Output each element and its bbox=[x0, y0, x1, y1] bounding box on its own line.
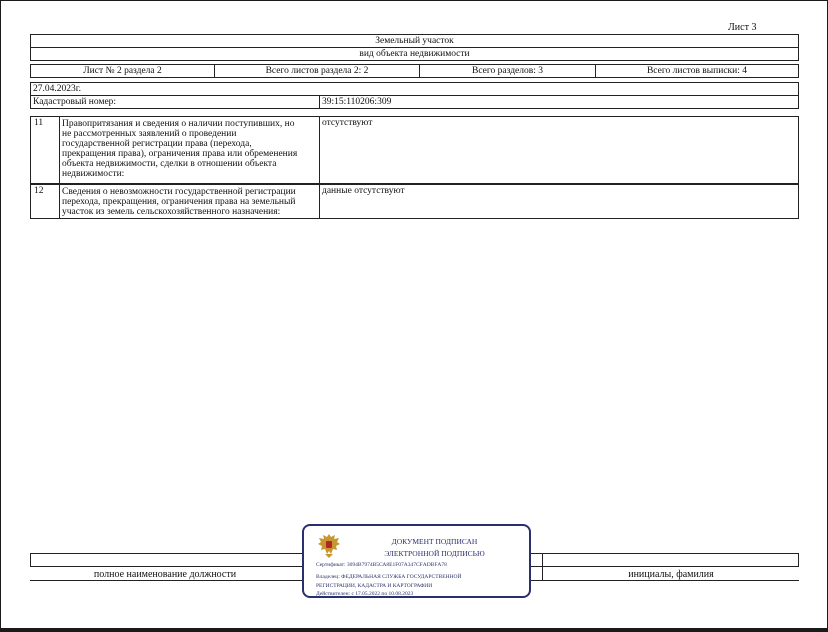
position-label: полное наименование должности bbox=[93, 569, 237, 580]
sheet-info-row bbox=[30, 64, 799, 78]
object-name: Земельный участок bbox=[375, 36, 454, 46]
row-description: Правопритязания и сведения о наличии поступивших, но не рассмотренных заявлений о проведении государственной регистрации права (перехода, прекращения права), ограничения права или обременения объекта недвижимости, сделки в отношении объекта недвижимости: bbox=[62, 119, 298, 179]
cadastral-number: 39:15:110206:309 bbox=[322, 97, 392, 107]
coat-of-arms-icon bbox=[316, 532, 342, 560]
row-description: Сведения о невозможности государственной регистрации перехода, прекращения, ограничения права на земельный участок из земель сельскохозяйственного назначения: bbox=[62, 187, 296, 217]
cadastral-row bbox=[30, 95, 799, 109]
row-number: 12 bbox=[34, 186, 44, 196]
page-edge-top bbox=[0, 0, 828, 1]
page-edge-bottom bbox=[0, 628, 828, 632]
total-sheets-extract: Всего листов выписки: 4 bbox=[646, 66, 748, 76]
sheet-number: Лист 3 bbox=[728, 22, 757, 33]
divider bbox=[319, 96, 320, 108]
electronic-signature-stamp bbox=[302, 524, 531, 598]
object-type: вид объекта недвижимости bbox=[359, 49, 470, 59]
stamp-title: ДОКУМЕНТ ПОДПИСАН bbox=[391, 537, 478, 546]
records-table bbox=[30, 116, 799, 219]
stamp-owner-cont: РЕГИСТРАЦИИ, КАДАСТРА И КАРТОГРАФИИ bbox=[316, 583, 433, 589]
row-value: данные отсутствуют bbox=[322, 186, 405, 196]
object-name-row bbox=[30, 34, 799, 48]
stamp-certificate: Сертификат: 3094В7974В5СА8Е1F07А347СFАDВFА78 bbox=[316, 562, 447, 568]
row-divider bbox=[31, 183, 798, 185]
total-sections: Всего разделов: 3 bbox=[471, 66, 543, 76]
total-sheets-section: Всего листов раздела 2: 2 bbox=[265, 66, 369, 76]
name-label: инициалы, фамилия bbox=[628, 569, 714, 580]
column-divider bbox=[319, 117, 320, 218]
stamp-validity: Действителен: с 17.05.2022 по 10.08.2023 bbox=[316, 591, 414, 597]
extract-date: 27.04.2023г. bbox=[33, 84, 81, 94]
column-divider bbox=[59, 117, 60, 218]
row-value: отсутствуют bbox=[322, 118, 373, 128]
object-type-row bbox=[30, 47, 799, 61]
stamp-owner: Владелец: ФЕДЕРАЛЬНАЯ СЛУЖБА ГОСУДАРСТВЕННОЙ bbox=[316, 574, 462, 580]
date-row bbox=[30, 82, 799, 96]
page-edge-left bbox=[0, 0, 1, 632]
row-number: 11 bbox=[34, 118, 44, 128]
stamp-subtitle: ЭЛЕКТРОННОЙ ПОДПИСЬЮ bbox=[384, 549, 485, 558]
sheet-section: Лист № 2 раздела 2 bbox=[83, 66, 162, 76]
cadastral-label: Кадастровый номер: bbox=[33, 97, 117, 107]
